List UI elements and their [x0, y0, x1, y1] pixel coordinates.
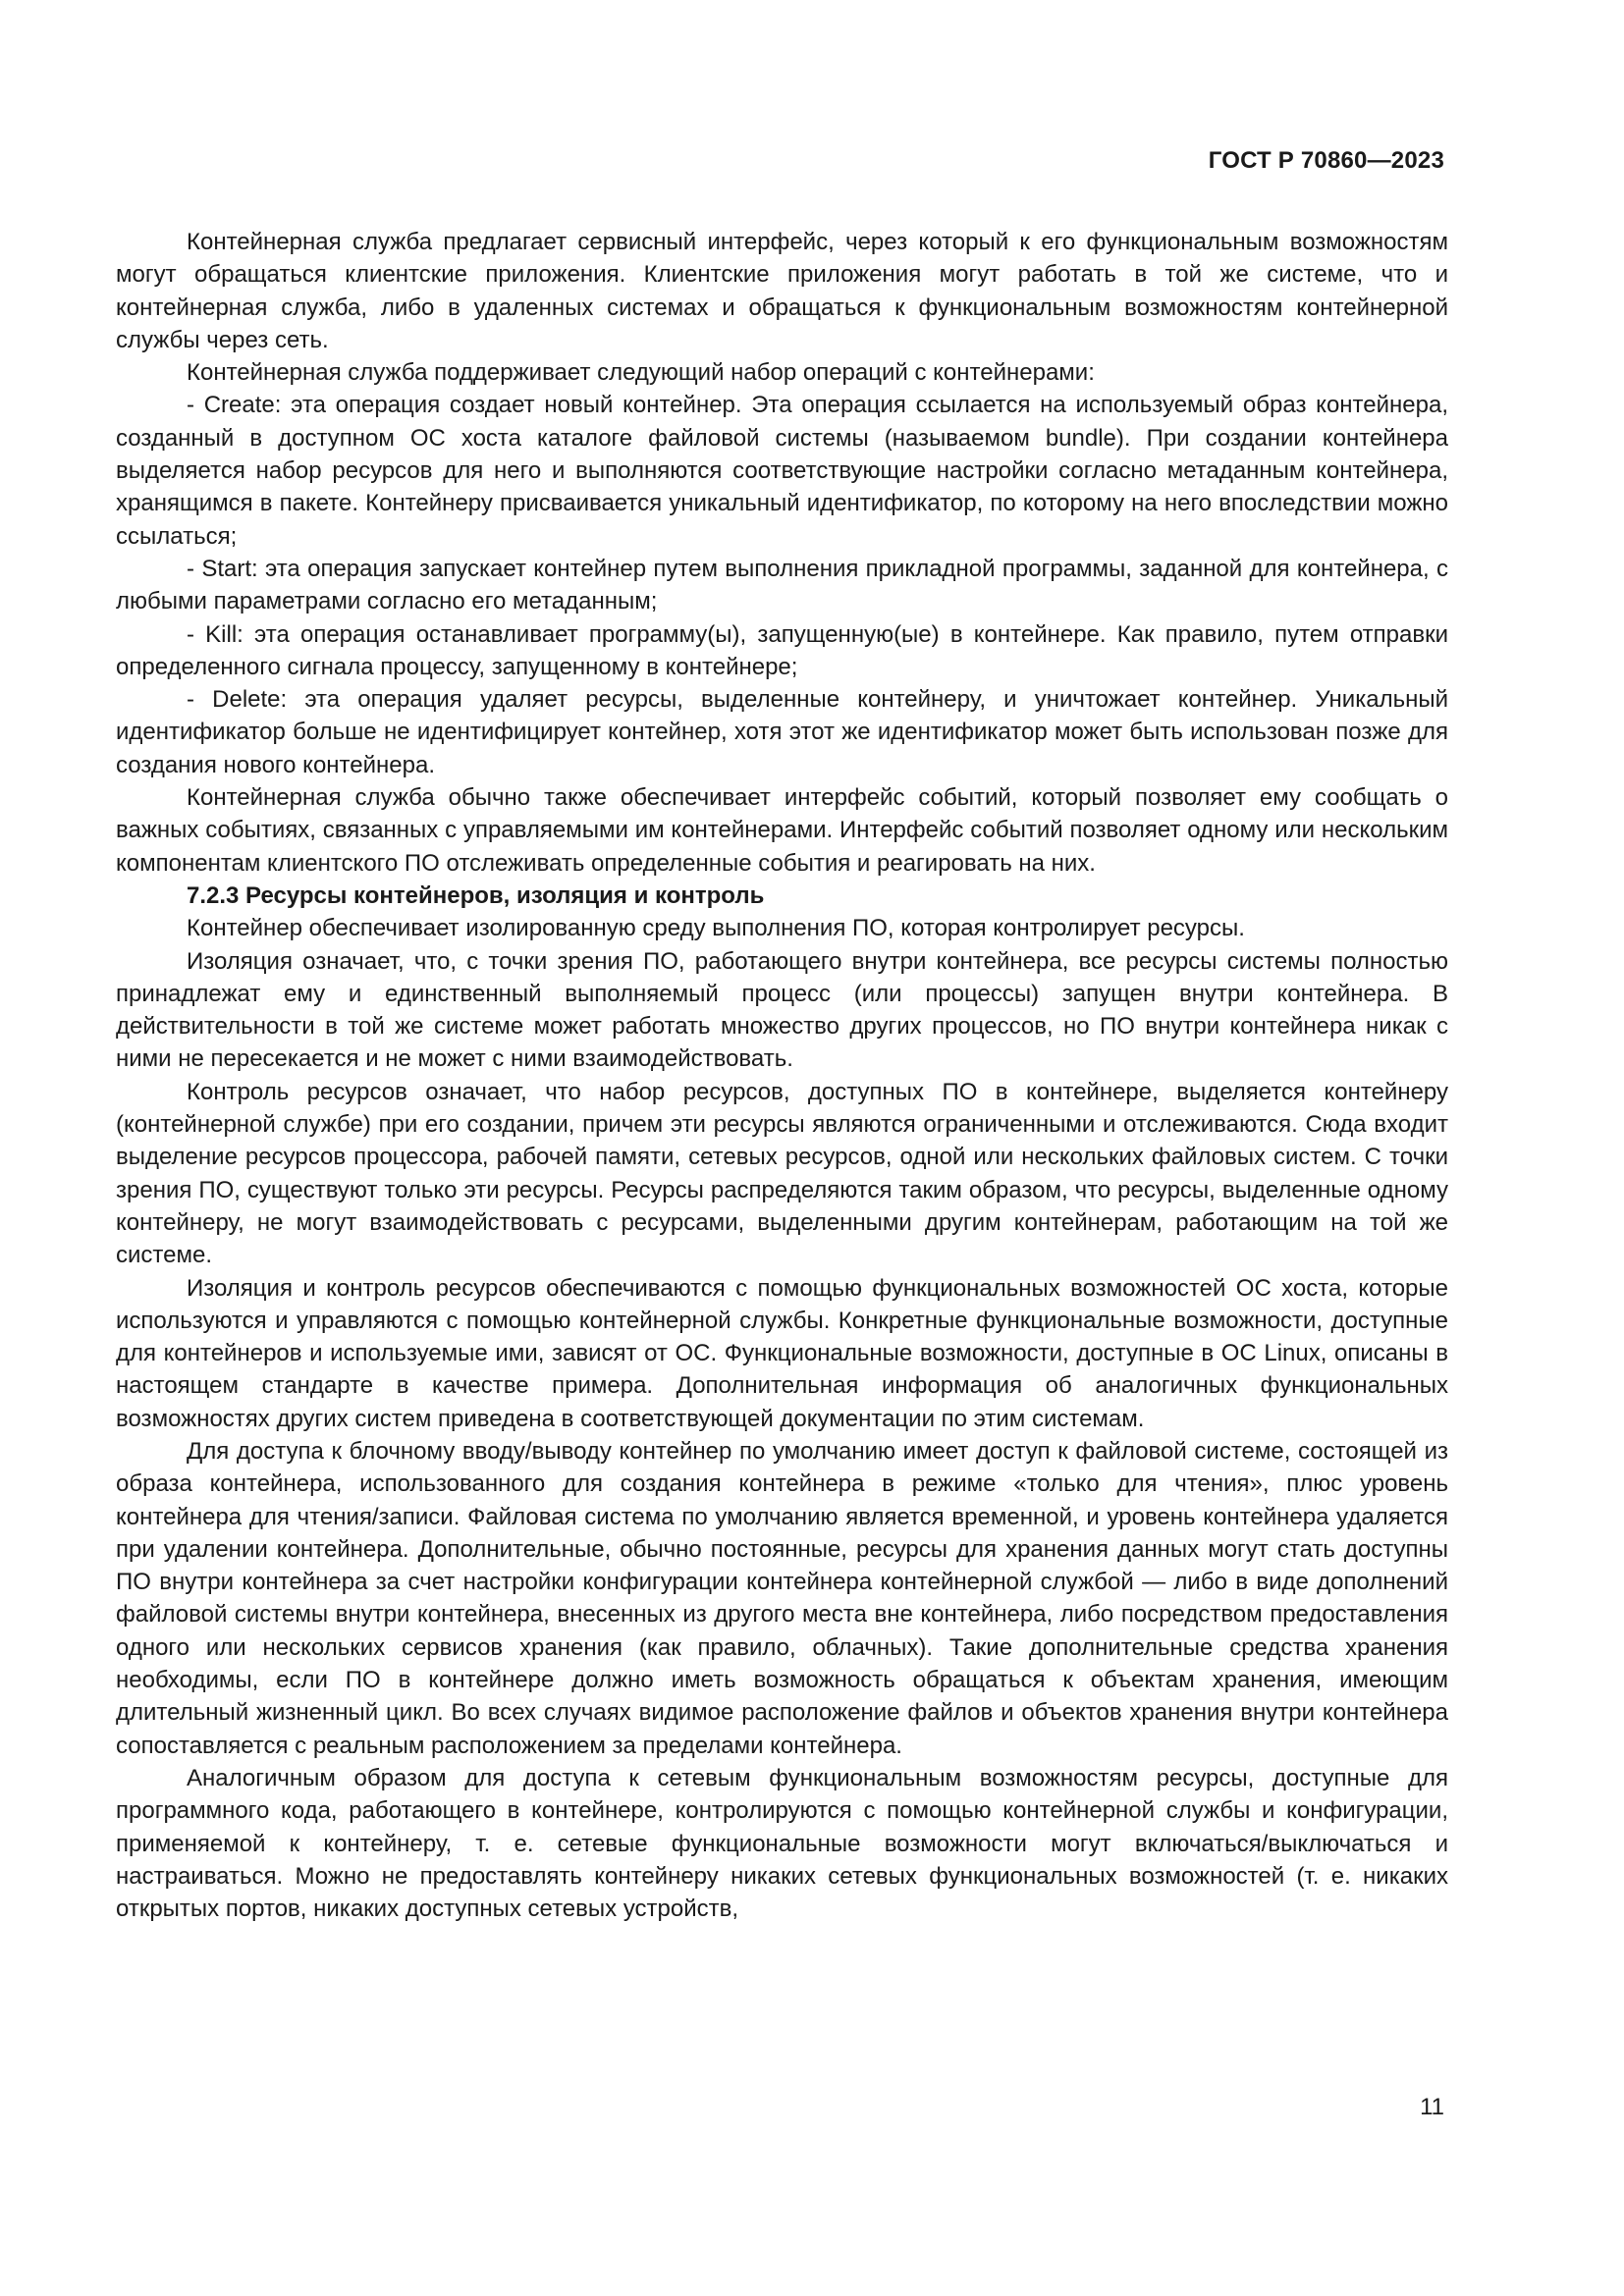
- list-item-create: - Create: эта операция создает новый контейнер. Эта операция ссылается на используемый образ контейнера, созданный в доступном ОС хоста каталоге файловой системы (называемом bundle). При создании контейнера выделяется набор ресурсов для него и выполняются соответствующие настройки согласно метаданным контейнера, хранящимся в пакете. Контейнеру присваивается уникальный идентификатор, по которому на него впоследствии можно ссылаться;: [116, 392, 1448, 550]
- paragraph: Аналогичным образом для доступа к сетевым функциональным возможностям ресурсы, доступные для программного кода, работающего в контейнере, контролируются с помощью контейнерной службы и конфигурации, применяемой к контейнеру, т. е. сетевые функциональные возможности могут включаться/выключаться и настраиваться. Можно не предоставлять контейнеру никаких сетевых функциональных возможностей (т. е. никаких открытых портов, никаких доступных сетевых устройств,: [116, 1764, 1448, 1923]
- page-number: 11: [1420, 2094, 1444, 2120]
- paragraph: Контейнерная служба обычно также обеспечивает интерфейс событий, который позволяет ему сообщать о важных событиях, связанных с управляемыми им контейнерами. Интерфейс событий позволяет одному или нескольким компонентам клиентского ПО отслеживать определенные события и реагировать на них.: [116, 784, 1448, 877]
- paragraph: Изоляция означает, что, с точки зрения ПО, работающего внутри контейнера, все ресурсы системы полностью принадлежат ему и единственный выполняемый процесс (или процессы) запущен внутри контейнера. В действительности в той же системе может работать множество других процессов, но ПО внутри контейнера никак с ними не пересекается и не может с ними взаимодействовать.: [116, 947, 1448, 1073]
- list-item-kill: - Kill: эта операция останавливает программу(ы), запущенную(ые) в контейнере. Как правило, путем отправки определенного сигнала процессу, запущенному в контейнере;: [116, 620, 1448, 680]
- paragraph: Для доступа к блочному вводу/выводу контейнер по умолчанию имеет доступ к файловой системе, состоящей из образа контейнера, использованного для создания контейнера в режиме «только для чтения», плюс уровень контейнера для чтения/записи. Файловая система по умолчанию является временной, и уровень контейнера удаляется при удалении контейнера. Дополнительные, обычно постоянные, ресурсы для хранения данных могут стать доступны ПО внутри контейнера за счет настройки конфигурации контейнера контейнерной службой — либо в виде дополнений файловой системы внутри контейнера, внесенных из другого места вне контейнера, либо посредством предоставления одного или нескольких сервисов хранения (как правило, облачных). Такие дополнительные средства хранения необходимы, если ПО в контейнере должно иметь возможность обращаться к объектам хранения, имеющим длительный жизненный цикл. Во всех случаях видимое расположение файлов и объектов хранения внутри контейнера сопоставляется с реальным расположением за пределами контейнера.: [116, 1437, 1448, 1759]
- document-header-id: ГОСТ Р 70860—2023: [1208, 147, 1444, 174]
- list-item-start: - Start: эта операция запускает контейнер путем выполнения прикладной программы, заданной для контейнера, с любыми параметрами согласно его метаданным;: [116, 555, 1448, 615]
- section-heading: 7.2.3 Ресурсы контейнеров, изоляция и контроль: [187, 881, 765, 909]
- paragraph: Контейнер обеспечивает изолированную среду выполнения ПО, которая контролирует ресурсы.: [187, 915, 1245, 942]
- paragraph: Контейнерная служба предлагает сервисный интерфейс, через который к его функциональным возможностям могут обращаться клиентские приложения. Клиентские приложения могут работать в той же системе, что и контейнерная служба, либо в удаленных системах и обращаться к функциональным возможностям контейнерной службы через сеть.: [116, 229, 1448, 353]
- paragraph: Контроль ресурсов означает, что набор ресурсов, доступных ПО в контейнере, выделяется контейнеру (контейнерной службе) при его создании, причем эти ресурсы являются ограниченными и отслеживаются. Сюда входит выделение ресурсов процессора, рабочей памяти, сетевых ресурсов, одной или нескольких файловых систем. С точки зрения ПО, существуют только эти ресурсы. Ресурсы распределяются таким образом, что ресурсы, выделенные одному контейнеру, не могут взаимодействовать с ресурсами, выделенными другим контейнерам, работающим на той же системе.: [116, 1078, 1448, 1269]
- paragraph: Изоляция и контроль ресурсов обеспечиваются с помощью функциональных возможностей ОС хоста, которые используются и управляются с помощью контейнерной службы. Конкретные функциональные возможности, доступные для контейнеров и используемые ими, зависят от ОС. Функциональные возможности, доступные в ОС Linux, описаны в настоящем стандарте в качестве примера. Дополнительная информация об аналогичных функциональных возможностях других систем приведена в соответствующей документации по этим системам.: [116, 1274, 1448, 1432]
- list-item-delete: - Delete: эта операция удаляет ресурсы, выделенные контейнеру, и уничтожает контейнер. Уникальный идентификатор больше не идентифицирует контейнер, хотя этот же идентификатор может быть использован позже для создания нового контейнера.: [116, 686, 1448, 778]
- document-body: [116, 226, 1448, 1925]
- paragraph: Контейнерная служба поддерживает следующий набор операций с контейнерами:: [187, 359, 1095, 387]
